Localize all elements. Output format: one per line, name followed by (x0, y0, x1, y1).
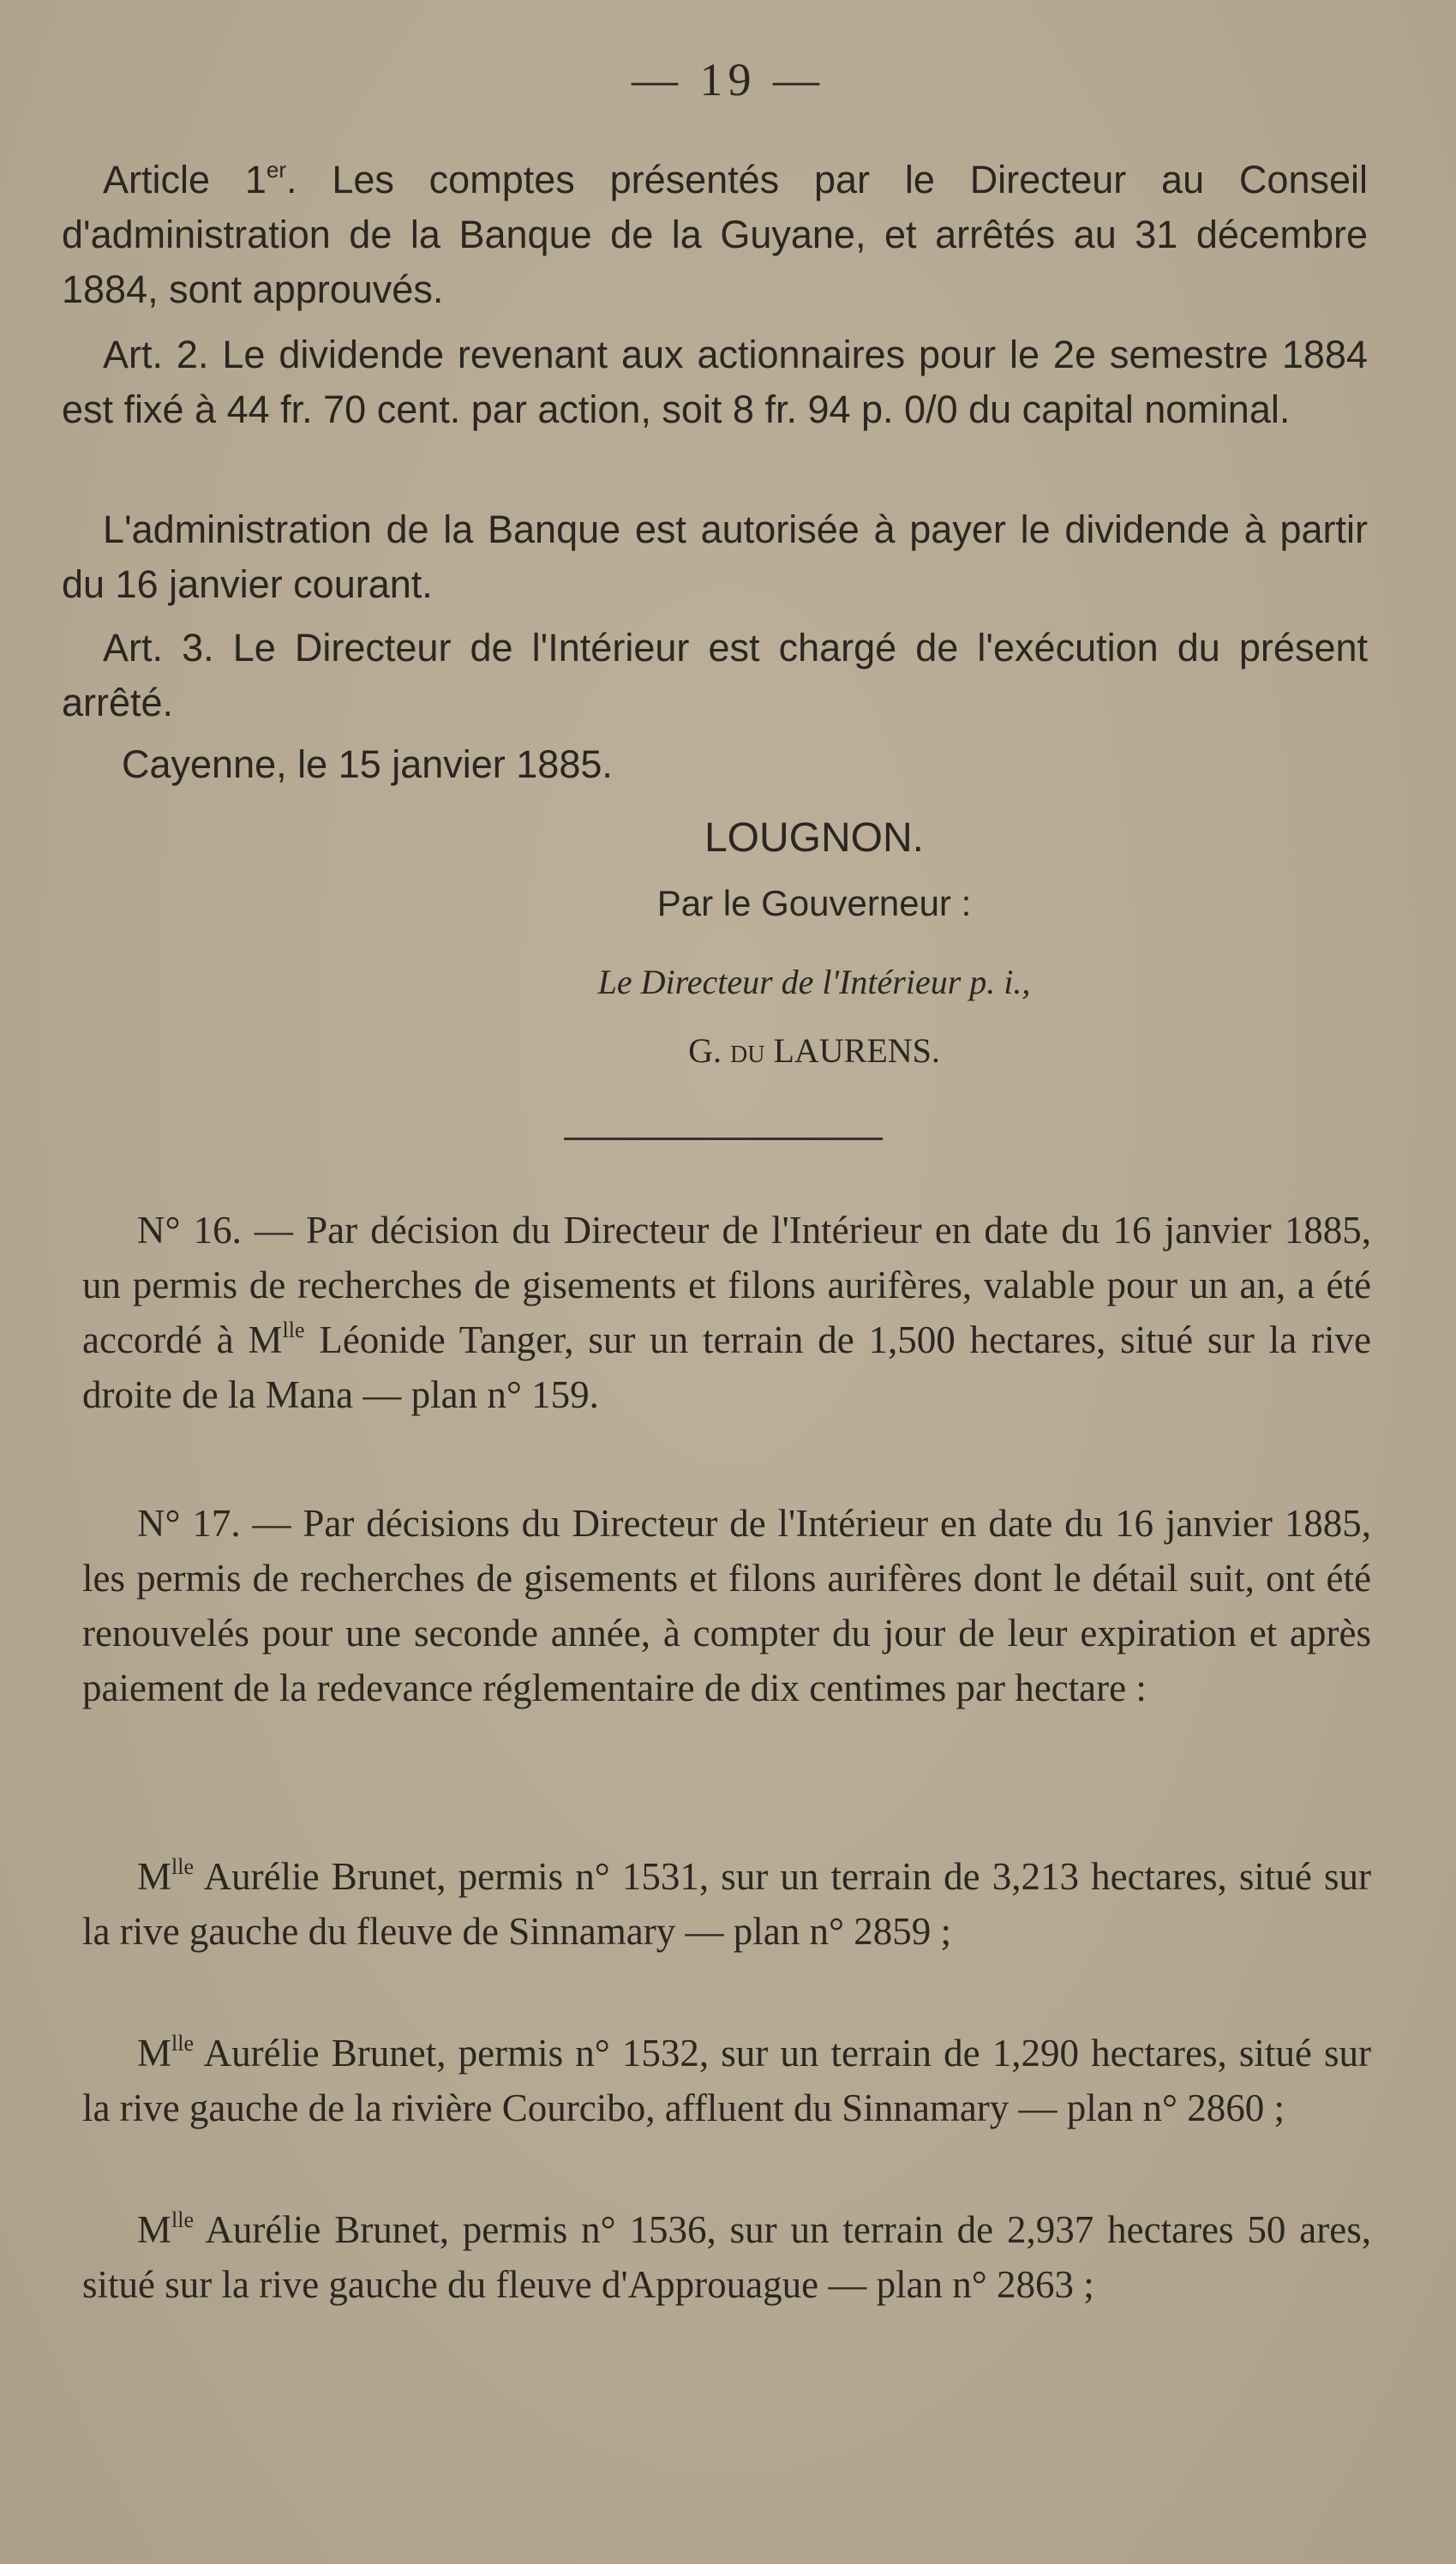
notice-16-sup: lle (282, 1318, 305, 1342)
article-1-sup: er (266, 157, 286, 183)
item-1-title: M (137, 1855, 172, 1898)
director-title: Le Directeur de l'Intérieur p. i., (597, 963, 1031, 1001)
item-2-title: M (137, 2032, 172, 2075)
notice-16-text: — Par décision du Directeur de l'Intérieur en date du 16 janvier 1885, un permis de recherches de gisements et filons aurifères, valable pour un an, a été accordé à M (82, 1209, 1371, 1361)
item-3-text: Aurélie Brunet, permis n° 1536, sur un terrain de 2,937 hectares 50 ares, situé sur la rive gauche du fleuve d'Approuague — plan n° 2863 ; (82, 2208, 1371, 2306)
article-1 (62, 153, 1368, 317)
item-2-text: Aurélie Brunet, permis n° 1532, sur un terrain de 1,290 hectares, situé sur la rive gauche de la rivière Courcibo, affluent du Sinnamary — plan n° 2860 ; (82, 2032, 1371, 2129)
notice-17-item-3 (82, 2202, 1371, 2312)
date-line: Cayenne, le 15 janvier 1885. (122, 742, 613, 786)
director-surname: LAURENS. (764, 1031, 940, 1070)
item-2-sup: lle (171, 2031, 195, 2056)
by-governor: Par le Gouverneur : (656, 883, 972, 923)
article-3: Art. 3. Le Directeur de l'Intérieur est chargé de l'exécution du présent arrêté. (62, 626, 1368, 724)
notice-17-number: N° 17. (137, 1502, 241, 1545)
director-particle: du (729, 1031, 765, 1070)
article-2-paragraph-2: L'administration de la Banque est autorisée à payer le dividende à partir du 16 janvier courant. (62, 507, 1368, 606)
item-3-title: M (137, 2208, 172, 2251)
item-3-sup: lle (171, 2207, 195, 2232)
item-1-text: Aurélie Brunet, permis n° 1531, sur un terrain de 3,213 hectares, situé sur la rive gauche du fleuve de Sinnamary — plan n° 2859 ; (82, 1855, 1371, 1953)
notice-17-text: — Par décisions du Directeur de l'Intérieur en date du 16 janvier 1885, les permis de recherches de gisements et filons aurifères dont le détail suit, ont été renouvelés pour une seconde année, à compter du jour de leur expiration et après paiement de la redevance réglementaire de dix centimes par hectare : (82, 1502, 1371, 1709)
item-1-sup: lle (171, 1854, 195, 1879)
notice-16-text-2: Léonide Tanger, sur un terrain de 1,500 hectares, situé sur la rive droite de la Mana — plan n° 159. (82, 1318, 1371, 1416)
page-number: — 19 — (632, 54, 824, 105)
notice-16-number: N° 16. (137, 1209, 242, 1252)
director-initial: G. (688, 1031, 730, 1070)
signatory: LOUGNON. (704, 815, 925, 861)
article-1-text: . Les comptes présentés par le Directeur au Conseil d'administration de la Banque de la Guyane, et arrêtés au 31 décembre 1884, sont approuvés. (62, 158, 1368, 311)
article-1-lead: Article 1 (103, 158, 267, 201)
notice-17 (82, 1496, 1371, 1715)
director-name (514, 1030, 1114, 1071)
notice-17-item-2 (82, 2026, 1371, 2135)
notice-17-item-1 (82, 1849, 1371, 1959)
section-divider (564, 1138, 883, 1140)
notice-16 (82, 1203, 1371, 1422)
article-2: Art. 2. Le dividende revenant aux actionnaires pour le 2e semestre 1884 est fixé à 44 fr. 70 cent. par action, soit 8 fr. 94 p. 0/0 du capital nominal. (62, 333, 1368, 431)
